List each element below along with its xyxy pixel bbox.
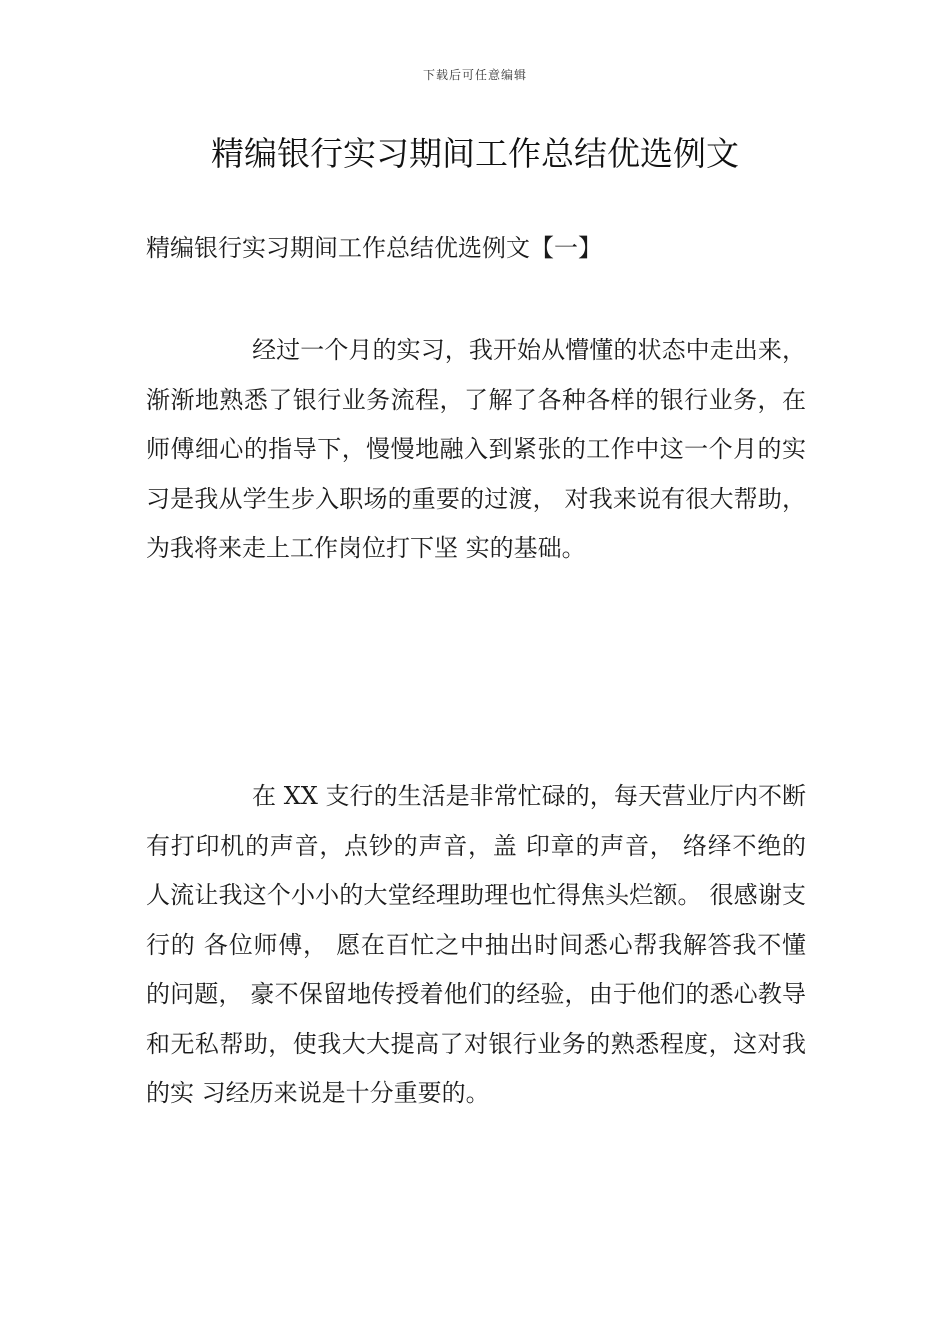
paragraph-2 — [146, 772, 806, 1119]
paragraph-2-text: 在 XX 支行的生活是非常忙碌的，每天营业厅内不断有打印机的声音，点钞的声音，盖 印章的声音， 络绎不绝的人流让我这个小小的大堂经理助理也忙得焦头烂额。 很感谢支行的 各位师傅， 愿在百忙之中抽出时间悉心帮我解答我不懂的问题， 豪不保留地传授着他们的经验，由于他们的悉心教导和无私帮助，使我大大提高了对银行业务的熟悉程度，这对我的实 习经历来说是十分重要的。 — [146, 782, 806, 1107]
header-note: 下载后可任意编辑 — [422, 68, 527, 82]
section-heading: 精编银行实习期间工作总结优选例文【一】 — [146, 234, 602, 262]
paragraph-1-text: 经过一个月的实习，我开始从懵懂的状态中走出来，渐渐地熟悉了银行业务流程，了解了各种各样的银行业务，在师傅细心的指导下，慢慢地融入到紧张的工作中这一个月的实 习是我从学生步入职场的重要的过渡， 对我来说有很大帮助， 为我将来走上工作岗位打下坚 实的基础。 — [146, 336, 806, 562]
paragraph-1 — [146, 326, 806, 574]
document-title: 精编银行实习期间工作总结优选例文 — [211, 134, 739, 173]
